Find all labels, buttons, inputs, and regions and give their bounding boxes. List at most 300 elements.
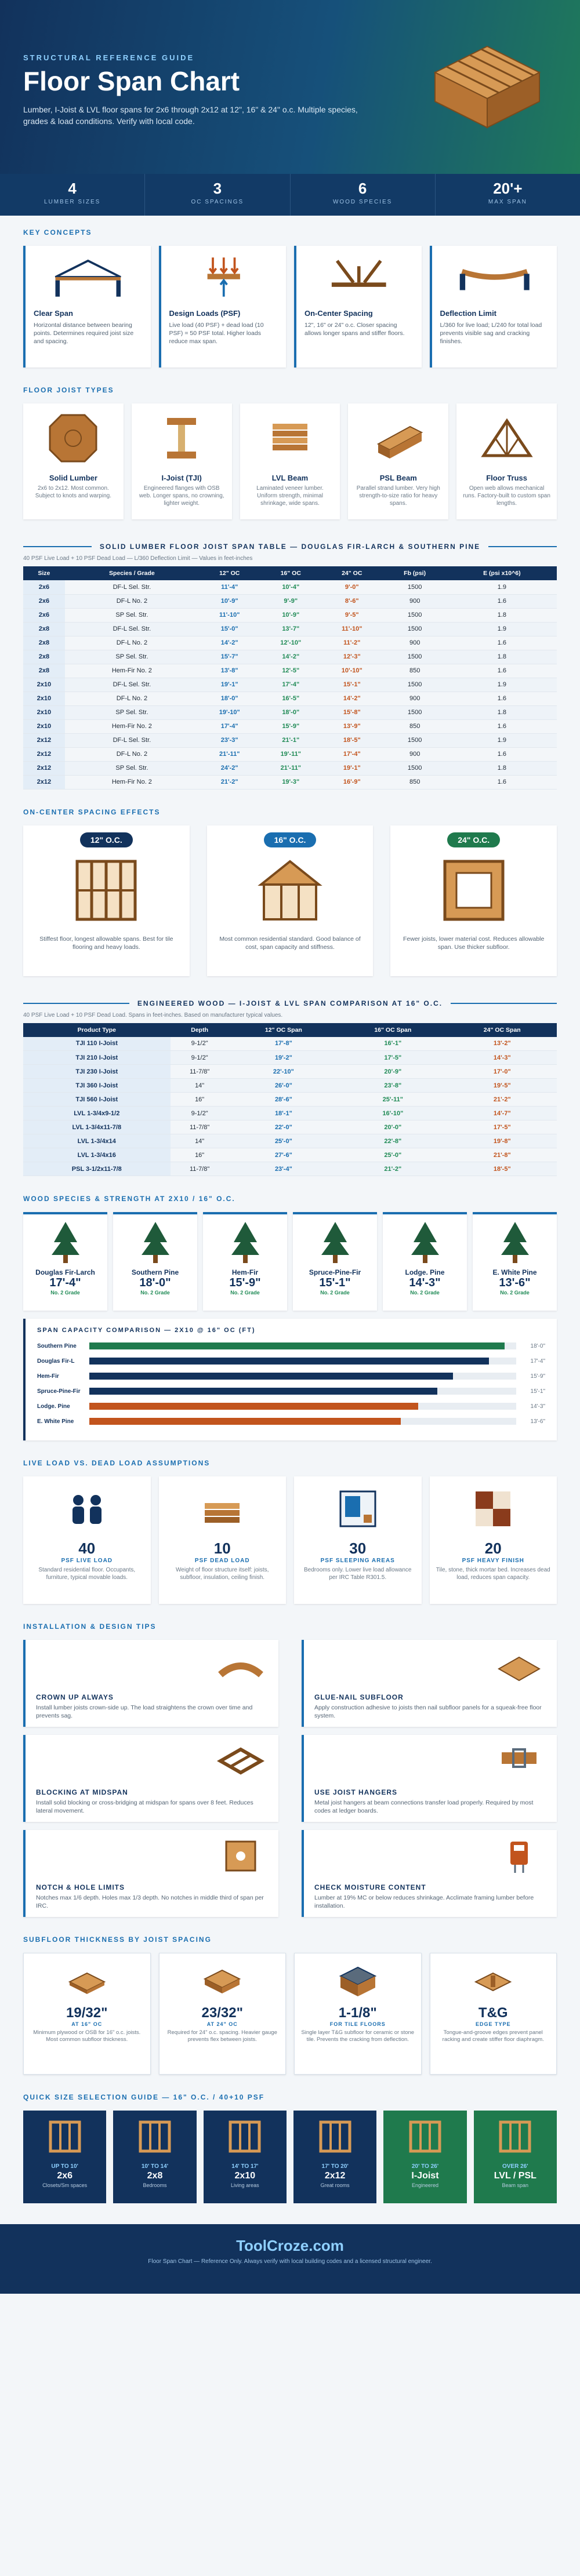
section-title: FLOOR JOIST TYPES: [23, 386, 114, 394]
capacity-bar: [37, 1401, 545, 1411]
table-cell: 2x8: [23, 636, 65, 650]
panel-stack-icon: [64, 1962, 110, 2002]
table-row: [23, 1120, 557, 1134]
subfloor-panel-icon: [493, 1646, 545, 1686]
species-grade: No. 2 Grade: [140, 1290, 170, 1296]
table-cell: 17'-4": [199, 719, 260, 733]
bar-fill: [89, 1388, 437, 1395]
table-cell: 21'-11": [260, 761, 321, 775]
subfloor-card: [159, 1953, 287, 2075]
subfloor-text: Tongue-and-groove edges prevent panel racking and create stiffer floor diaphragm.: [442, 2029, 544, 2043]
table-row: [23, 594, 557, 608]
table-row: [23, 1079, 557, 1093]
joist-card: [348, 403, 448, 519]
table-cell: 16'-10": [338, 1107, 447, 1120]
table-cell: 11'-4": [199, 580, 260, 594]
moisture-meter-icon: [493, 1836, 545, 1876]
table-row: [23, 1093, 557, 1107]
quick-range: 20' TO 26': [411, 2163, 439, 2170]
species-card: [113, 1212, 197, 1311]
table-cell: 15'-0": [199, 622, 260, 636]
table-cell: 11'-2": [321, 636, 383, 650]
joist-title: LVL Beam: [271, 474, 309, 482]
oc-card: [23, 825, 190, 976]
tip-card: [302, 1735, 557, 1822]
solid-span-table: [23, 566, 557, 789]
table-cell: 2x10: [23, 705, 65, 719]
quick-desc: Closets/Sm spaces: [42, 2182, 88, 2188]
footer-text: Floor Span Chart — Reference Only. Always verify with local building codes and a licensed structural engineer.: [148, 2258, 432, 2265]
page-title: Floor Span Chart: [23, 66, 240, 96]
framing-icon: [315, 2116, 356, 2157]
tip-title: CROWN UP ALWAYS: [36, 1693, 114, 1701]
table-cell: 11-7/8": [171, 1162, 229, 1176]
table-cell: DF-L Sel. Str.: [65, 622, 199, 636]
table-row: [23, 1162, 557, 1176]
table-header-cell: Depth: [171, 1023, 229, 1037]
load-text: Weight of floor structure itself: joists, subfloor, insulation, ceiling finish.: [176, 1567, 269, 1581]
table-cell: 1.9: [447, 580, 557, 594]
table-cell: 1500: [383, 622, 447, 636]
loads-section: [0, 1446, 580, 1610]
species-span: 15'-9": [229, 1276, 261, 1289]
blocking-icon: [215, 1741, 267, 1781]
ijoist-span-table: [23, 1023, 557, 1177]
table-row: [23, 1037, 557, 1051]
table-cell: DF-L Sel. Str.: [65, 678, 199, 692]
table-header-cell: Product Type: [23, 1023, 171, 1037]
table-cell: 900: [383, 594, 447, 608]
tip-card: [23, 1735, 278, 1822]
subfloor-card: [294, 1953, 422, 2075]
table-cell: DF-L No. 2: [65, 747, 199, 761]
species-span: 17'-4": [49, 1276, 81, 1289]
table-row: [23, 636, 557, 650]
table-row: [23, 580, 557, 594]
hero-banner: [0, 0, 580, 174]
table-cell: 20'-0": [338, 1120, 447, 1134]
stat-label: WOOD SPECIES: [332, 199, 393, 205]
table-cell: LVL 1-3/4x9-1/2: [23, 1107, 171, 1120]
table-cell: Hem-Fir No. 2: [65, 719, 199, 733]
table-cell: 15'-7": [199, 650, 260, 664]
section-title: INSTALLATION & DESIGN TIPS: [23, 1622, 157, 1631]
table-cell: 1.8: [447, 608, 557, 622]
table-cell: TJI 110 I-Joist: [23, 1037, 171, 1051]
bar-label: Hem-Fir: [37, 1373, 59, 1380]
framing-icon: [224, 2116, 265, 2157]
joist-title: PSL Beam: [379, 474, 417, 482]
subfloor-unit: EDGE TYPE: [475, 2021, 511, 2027]
subfloor-value: 23/32": [201, 2005, 243, 2021]
oc-card: [390, 825, 557, 976]
load-value: 30: [349, 1540, 367, 1557]
table-cell: 11-7/8": [171, 1065, 229, 1079]
concept-card: [159, 246, 287, 368]
table-cell: 18'-0": [199, 692, 260, 705]
table-cell: 17'-5": [338, 1051, 447, 1065]
solid-lumber-icon: [44, 409, 102, 467]
table-cell: 14": [171, 1134, 229, 1148]
table-header-cell: 24" OC: [321, 566, 383, 580]
concept-text: 12", 16" or 24" o.c. Closer spacing allows longer spans and stiffer floors.: [304, 322, 405, 337]
table-cell: LVL 1-3/4x16: [23, 1148, 171, 1162]
tip-title: BLOCKING AT MIDSPAN: [36, 1788, 128, 1796]
quick-desc: Great rooms: [320, 2182, 350, 2188]
capacity-bar: [37, 1416, 545, 1427]
load-text: Tile, stone, thick mortar bed. Increases dead load, reduces span capacity.: [436, 1567, 550, 1581]
framing-icon: [135, 2116, 175, 2157]
species-span: 18'-0": [139, 1276, 171, 1289]
tip-card: [302, 1830, 557, 1917]
concept-title: Deflection Limit: [440, 309, 497, 318]
table-header-cell: 24" OC Span: [448, 1023, 557, 1037]
table-cell: 1.8: [447, 705, 557, 719]
table-cell: 14'-2": [260, 650, 321, 664]
table-row: [23, 747, 557, 761]
table-row: [23, 719, 557, 733]
table-header-cell: 12" OC Span: [229, 1023, 338, 1037]
table-cell: 2x10: [23, 692, 65, 705]
table-title: ENGINEERED WOOD — I-JOIST & LVL SPAN COMPARISON AT 16" O.C.: [137, 999, 443, 1007]
section-title: WOOD SPECIES & STRENGTH AT 2X10 / 16" O.C.: [23, 1195, 235, 1203]
table-row: [23, 1051, 557, 1065]
table-cell: 25'-11": [338, 1093, 447, 1107]
subfloor-value: T&G: [478, 2005, 508, 2021]
table-cell: 1.6: [447, 594, 557, 608]
bar-track: [89, 1373, 516, 1380]
bar-label: Douglas Fir-L: [37, 1358, 75, 1365]
stat-label: OC SPACINGS: [191, 199, 244, 205]
bar-fill: [89, 1403, 418, 1410]
table-cell: 17'-0": [448, 1065, 557, 1079]
stat-label: LUMBER SIZES: [44, 199, 101, 205]
table-cell: 2x6: [23, 594, 65, 608]
load-card: [294, 1476, 422, 1604]
table-cell: 19'-2": [229, 1051, 338, 1065]
table-cell: 21'-2": [338, 1162, 447, 1176]
load-value: 10: [213, 1540, 231, 1557]
subfloor-text: Minimum plywood or OSB for 16" o.c. joists. Most common subfloor thickness.: [33, 2029, 141, 2043]
load-value: 40: [78, 1540, 96, 1557]
table-row: [23, 1148, 557, 1162]
framing-16oc-icon: [255, 856, 325, 925]
table-cell: SP Sel. Str.: [65, 608, 199, 622]
tip-text: Install lumber joists crown-side up. The load straightens the crown over time and prevents sag.: [36, 1704, 253, 1719]
bar-fill: [89, 1418, 401, 1425]
oc-effects-section: [0, 795, 580, 982]
table-cell: TJI 560 I-Joist: [23, 1093, 171, 1107]
table-note: 40 PSF Live Load + 10 PSF Dead Load. Spans in feet-inches. Based on manufacturer typical values.: [23, 1012, 283, 1018]
species-card: [23, 1212, 107, 1311]
footer: [0, 2224, 580, 2294]
table-cell: 2x8: [23, 664, 65, 678]
table-cell: 13'-2": [448, 1037, 557, 1051]
table-cell: 1500: [383, 761, 447, 775]
subfloor-unit: AT 24" OC: [206, 2021, 238, 2027]
table-cell: 28'-6": [229, 1093, 338, 1107]
bar-track: [89, 1388, 516, 1395]
table-row: [23, 608, 557, 622]
species-name: Southern Pine: [131, 1268, 179, 1276]
species-card: [203, 1212, 287, 1311]
species-card: [473, 1212, 557, 1311]
table-row: [23, 733, 557, 747]
table-cell: 850: [383, 775, 447, 789]
table-header-cell: Species / Grade: [65, 566, 199, 580]
concept-title: On-Center Spacing: [304, 309, 373, 318]
footer-brand: ToolCroze.com: [236, 2237, 344, 2254]
stat-item: [436, 174, 580, 216]
framing-icon: [495, 2116, 535, 2157]
table-cell: 26'-0": [229, 1079, 338, 1093]
table-cell: 1.8: [447, 761, 557, 775]
table-header-cell: 12" OC: [199, 566, 260, 580]
quick-range: 17' TO 20': [321, 2163, 349, 2170]
bar-fill: [89, 1358, 489, 1365]
table-cell: 8'-6": [321, 594, 383, 608]
tip-text: Lumber at 19% MC or below reduces shrinkage. Acclimate framing lumber before installation.: [314, 1894, 534, 1909]
hero-subtitle: Lumber, I-Joist & LVL floor spans for 2x6 through 2x12 at 12", 16" & 24" o.c. Multiple species, grades & load conditions. Verify with local code.: [23, 105, 358, 126]
table-cell: 20'-9": [338, 1065, 447, 1079]
capacity-bar: [37, 1356, 545, 1366]
table-cell: LVL 1-3/4x11-7/8: [23, 1120, 171, 1134]
table-row: [23, 622, 557, 636]
tips-section: [0, 1610, 580, 1923]
bar-fill: [89, 1342, 505, 1349]
tree-icon: [408, 1219, 443, 1265]
load-card: [23, 1476, 151, 1604]
concept-title: Design Loads (PSF): [169, 309, 241, 318]
quick-selection-section: [0, 2080, 580, 2209]
joist-title: Floor Truss: [486, 474, 527, 482]
species-span: 13'-6": [499, 1276, 531, 1289]
framing-24oc-icon: [439, 856, 509, 925]
table-cell: 17'-4": [260, 678, 321, 692]
tip-card: [23, 1830, 278, 1917]
table-cell: 1500: [383, 608, 447, 622]
table-cell: 21'-2": [448, 1093, 557, 1107]
subfloor-card: [23, 1953, 151, 2075]
floor-framing-illustration: [429, 41, 545, 139]
species-card: [293, 1212, 377, 1311]
subfloor-section: [0, 1923, 580, 2080]
capacity-bar: [37, 1371, 545, 1381]
table-cell: 18'-1": [229, 1107, 338, 1120]
subfloor-card: [430, 1953, 557, 2075]
table-cell: 18'-5": [321, 733, 383, 747]
chart-title: SPAN CAPACITY COMPARISON — 2X10 @ 16" OC (FT): [37, 1327, 256, 1334]
stat-item: [291, 174, 436, 216]
table-cell: 850: [383, 719, 447, 733]
table-cell: 21'-11": [199, 747, 260, 761]
joist-title: I-Joist (TJI): [161, 474, 202, 482]
table-cell: 16'-1": [338, 1037, 447, 1051]
species-span: 14'-3": [409, 1276, 441, 1289]
table-header-cell: E (psi x10^6): [447, 566, 557, 580]
section-title: QUICK SIZE SELECTION GUIDE — 16" O.C. / 40+10 PSF: [23, 2093, 265, 2101]
concept-card: [294, 246, 422, 368]
load-text: Bedrooms only. Lower live load allowance per IRC Table R301.5.: [304, 1567, 412, 1581]
stat-value: 20'+: [493, 180, 523, 197]
tip-text: Notches max 1/6 depth. Holes max 1/3 depth. No notches in middle third of span per IRC.: [36, 1894, 264, 1909]
table-cell: 14'-2": [321, 692, 383, 705]
tip-title: CHECK MOISTURE CONTENT: [314, 1883, 426, 1891]
joist-types-section: [0, 373, 580, 525]
table-cell: 11'-10": [199, 608, 260, 622]
table-cell: 25'-0": [229, 1134, 338, 1148]
joist-text: Engineered flanges with OSB web. Longer spans, no crowning, lighter weight.: [139, 485, 224, 507]
table-cell: 2x10: [23, 719, 65, 733]
table-cell: 16'-5": [260, 692, 321, 705]
table-cell: PSL 3-1/2x11-7/8: [23, 1162, 171, 1176]
table-cell: 18'-5": [448, 1162, 557, 1176]
table-cell: 14'-2": [199, 636, 260, 650]
table-cell: 19'-3": [260, 775, 321, 789]
species-grade: No. 2 Grade: [320, 1290, 350, 1296]
table-cell: 1500: [383, 580, 447, 594]
table-cell: 1500: [383, 650, 447, 664]
bar-track: [89, 1358, 516, 1365]
tree-icon: [318, 1219, 353, 1265]
tree-icon: [138, 1219, 173, 1265]
table-cell: 25'-0": [338, 1148, 447, 1162]
quick-range: 14' TO 17': [231, 2163, 259, 2170]
oc-badge: 24" O.C.: [447, 832, 500, 847]
table-cell: 19'-1": [321, 761, 383, 775]
species-grade: No. 2 Grade: [230, 1290, 260, 1296]
quick-card: [293, 2111, 376, 2203]
table-cell: 11'-10": [321, 622, 383, 636]
load-unit: PSF LIVE LOAD: [61, 1558, 113, 1564]
table-header-cell: Fb (psi): [383, 566, 447, 580]
lvl-beam-icon: [261, 409, 319, 467]
bar-value: 13'-6": [530, 1418, 545, 1425]
table-row: [23, 650, 557, 664]
species-name: Hem-Fir: [231, 1268, 259, 1276]
bar-label: Spruce-Pine-Fir: [37, 1388, 81, 1395]
table-cell: 9'-5": [321, 608, 383, 622]
oc-text: Stiffest floor, longest allowable spans. Best for tile flooring and heavy loads.: [39, 935, 173, 951]
table-cell: 2x8: [23, 650, 65, 664]
table-cell: 23'-8": [338, 1079, 447, 1093]
table-row: [23, 1065, 557, 1079]
table-cell: 1.6: [447, 636, 557, 650]
table-cell: 900: [383, 692, 447, 705]
table-header-cell: Size: [23, 566, 65, 580]
capacity-bar: [37, 1386, 545, 1396]
concept-text: L/360 for live load; L/240 for total load prevents visible sag and cracking finishes.: [440, 322, 542, 345]
subfloor-unit: FOR TILE FLOORS: [329, 2021, 386, 2027]
quick-card: [383, 2111, 466, 2203]
table-cell: 12'-3": [321, 650, 383, 664]
table-cell: 2x12: [23, 747, 65, 761]
table-cell: 1.6: [447, 692, 557, 705]
crown-up-icon: [215, 1646, 267, 1686]
oc-badge: 12" O.C.: [80, 832, 133, 847]
table-cell: LVL 1-3/4x14: [23, 1134, 171, 1148]
stat-value: 4: [68, 180, 77, 197]
table-cell: 22'-10": [229, 1065, 338, 1079]
joist-title: Solid Lumber: [49, 474, 97, 482]
tree-icon: [228, 1219, 263, 1265]
bar-label: Lodge. Pine: [37, 1403, 70, 1410]
stats-bar: [0, 174, 580, 216]
table-cell: 24'-2": [199, 761, 260, 775]
table-cell: 14'-7": [448, 1107, 557, 1120]
table-cell: SP Sel. Str.: [65, 761, 199, 775]
quick-range: OVER 26': [502, 2163, 528, 2170]
table-cell: 19'-1": [199, 678, 260, 692]
solid-span-table-section: [0, 525, 580, 795]
table-cell: 1.8: [447, 650, 557, 664]
table-cell: 9-1/2": [171, 1107, 229, 1120]
joist-hanger-icon: [493, 1741, 545, 1781]
oc-spacing-icon: [304, 254, 414, 300]
i-joist-icon: [153, 409, 211, 467]
table-cell: 19'-8": [448, 1134, 557, 1148]
table-cell: TJI 360 I-Joist: [23, 1079, 171, 1093]
table-cell: 19'-5": [448, 1079, 557, 1093]
table-cell: 10'-4": [260, 580, 321, 594]
framing-icon: [405, 2116, 445, 2157]
table-cell: 21'-1": [260, 733, 321, 747]
table-note: 40 PSF Live Load + 10 PSF Dead Load — L/360 Deflection Limit — Values in feet-inches: [23, 555, 253, 562]
species-span: 15'-1": [319, 1276, 351, 1289]
tree-icon: [48, 1219, 83, 1265]
tip-text: Apply construction adhesive to joists then nail subfloor panels for a squeak-free floor system.: [314, 1704, 542, 1719]
table-title: SOLID LUMBER FLOOR JOIST SPAN TABLE — DOUGLAS FIR-LARCH & SOUTHERN PINE: [99, 543, 481, 551]
concept-title: Clear Span: [34, 309, 73, 318]
table-cell: 2x10: [23, 678, 65, 692]
joist-card: [240, 403, 340, 519]
concept-card: [430, 246, 557, 368]
tip-text: Install solid blocking or cross-bridging at midspan for spans over 8 feet. Reduces lateral movement.: [36, 1799, 253, 1814]
table-cell: 19'-10": [199, 705, 260, 719]
table-cell: 2x6: [23, 580, 65, 594]
load-card: [159, 1476, 287, 1604]
table-cell: 850: [383, 664, 447, 678]
table-cell: TJI 230 I-Joist: [23, 1065, 171, 1079]
tip-title: GLUE-NAIL SUBFLOOR: [314, 1693, 404, 1701]
table-cell: 900: [383, 747, 447, 761]
table-cell: 9'-9": [260, 594, 321, 608]
quick-card: [474, 2111, 557, 2203]
tip-title: USE JOIST HANGERS: [314, 1788, 398, 1796]
table-header-cell: 16" OC Span: [338, 1023, 447, 1037]
concept-text: Live load (40 PSF) + dead load (10 PSF) = 50 PSF total. Higher loads reduce max span.: [169, 322, 264, 345]
table-cell: DF-L Sel. Str.: [65, 580, 199, 594]
joist-text: 2x6 to 2x12. Most common. Subject to knots and warping.: [35, 485, 111, 499]
subfloor-text: Single layer T&G subfloor for ceramic or stone tile. Prevents the cracking from deflection.: [301, 2029, 415, 2043]
subfloor-text: Required for 24" o.c. spacing. Heavier gauge prevents flex between joists.: [167, 2029, 277, 2043]
panel-stack-icon: [199, 1962, 245, 2002]
table-cell: 1.9: [447, 733, 557, 747]
table-cell: 11-7/8": [171, 1120, 229, 1134]
ijoist-table-section: [0, 982, 580, 1183]
table-cell: 12'-5": [260, 664, 321, 678]
table-cell: TJI 210 I-Joist: [23, 1051, 171, 1065]
subfloor-value: 1-1/8": [338, 2005, 377, 2021]
quick-range: UP TO 10': [51, 2163, 78, 2170]
joist-card: [23, 403, 124, 519]
table-cell: Hem-Fir No. 2: [65, 775, 199, 789]
tip-card: [23, 1640, 278, 1727]
table-cell: 1.9: [447, 622, 557, 636]
table-row: [23, 692, 557, 705]
table-cell: 23'-3": [199, 733, 260, 747]
joist-text: Open web allows mechanical runs. Factory-built to custom span lengths.: [463, 485, 550, 507]
